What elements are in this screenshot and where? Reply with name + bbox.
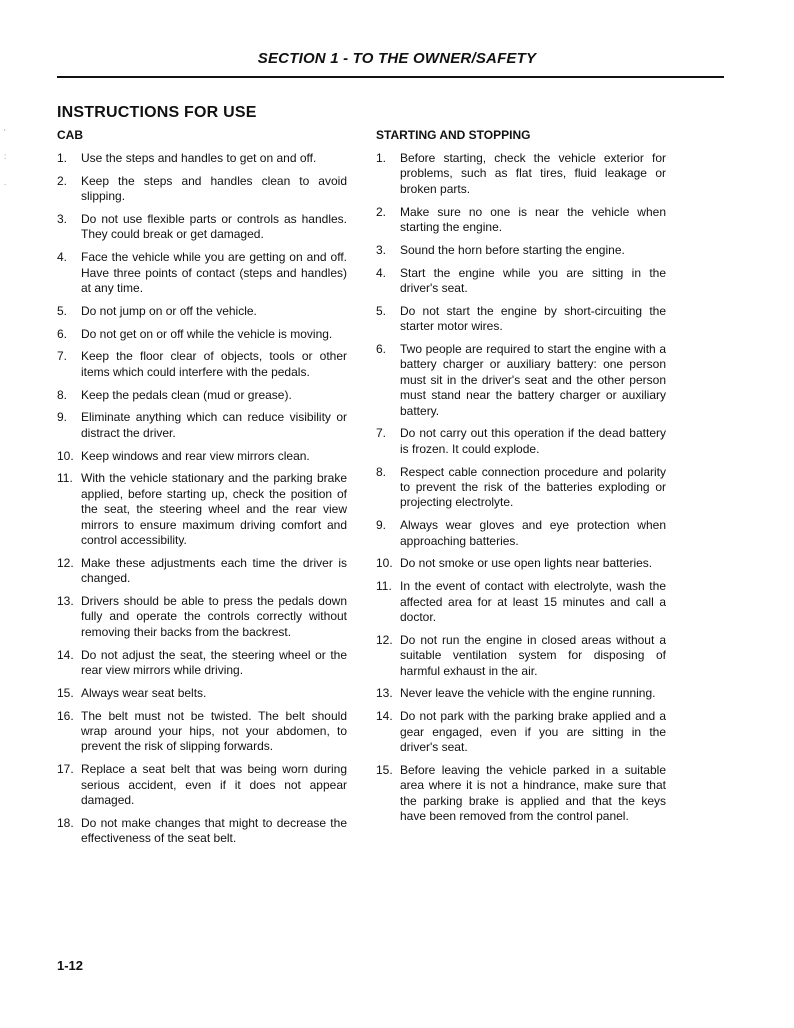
cab-item-text: Do not get on or off while the vehicle is moving. <box>81 326 333 341</box>
starting-stopping-heading: STARTING AND STOPPING <box>376 128 531 142</box>
starting-item-number: 9. <box>376 518 387 533</box>
cab-item-number: 3. <box>57 212 68 226</box>
page-number: 1-12 <box>57 958 84 973</box>
starting-item <box>376 556 666 571</box>
cab-item-text: Use the steps and handles to get on and off. <box>81 151 317 165</box>
starting-item-number: 11. <box>376 579 392 594</box>
cab-item-number: 14. <box>57 647 74 662</box>
starting-item <box>376 304 666 335</box>
cab-item-number: 11. <box>57 471 73 486</box>
cab-item <box>57 151 347 166</box>
cab-item <box>57 816 347 847</box>
starting-stopping-column <box>376 128 666 832</box>
cab-column <box>57 128 347 854</box>
cab-item <box>57 471 347 548</box>
starting-item <box>376 243 666 258</box>
starting-item-number: 4. <box>376 265 387 280</box>
starting-item <box>376 709 666 755</box>
cab-item <box>57 594 347 640</box>
cab-item-number: 17. <box>57 762 74 777</box>
cab-item-number: 18. <box>57 815 74 830</box>
cab-item <box>57 327 347 342</box>
cab-item-number: 6. <box>57 326 68 341</box>
cab-item-text: The belt must not be twisted. The belt should wrap around your hips, not your abdomen, to prevent the risk of slipping forwards. <box>81 708 347 754</box>
cab-item-number: 2. <box>57 173 68 188</box>
cab-item <box>57 349 347 380</box>
starting-item-number: 12. <box>376 632 393 647</box>
starting-item-number: 7. <box>376 426 387 441</box>
starting-item-number: 10. <box>376 556 393 571</box>
starting-item <box>376 518 666 549</box>
cab-item-number: 5. <box>57 303 68 318</box>
starting-item-text: Before starting, check the vehicle exterior for problems, such as flat tires, fluid leakage or broken parts. <box>400 151 666 196</box>
starting-item-number: 5. <box>376 303 387 318</box>
cab-item-text: Do not adjust the seat, the steering wheel or the rear view mirrors while driving. <box>81 647 347 678</box>
starting-item-number: 13. <box>376 686 393 701</box>
starting-item <box>376 763 666 825</box>
starting-item-text: Before leaving the vehicle parked in a suitable area where it is not a hindrance, make sure that the parking brake is applied and that the keys have been removed from the control panel. <box>400 762 666 824</box>
starting-item-number: 8. <box>376 464 387 479</box>
cab-item <box>57 449 347 464</box>
starting-item-text: Do not smoke or use open lights near batteries. <box>400 556 653 571</box>
margin-mark: . <box>4 178 7 187</box>
cab-item-text: Make these adjustments each time the driver is changed. <box>81 555 347 586</box>
cab-item-text: Eliminate anything which can reduce visibility or distract the driver. <box>81 410 347 440</box>
cab-item-text: Face the vehicle while you are getting on and off. Have three points of contact (steps and handles) at any time. <box>81 250 347 296</box>
cab-item <box>57 709 347 755</box>
cab-item <box>57 250 347 296</box>
starting-item-number: 2. <box>376 204 387 219</box>
cab-item-number: 10. <box>57 448 74 463</box>
starting-item <box>376 686 666 701</box>
cab-item-text: Drivers should be able to press the pedals down fully and operate the controls correctly without removing their backs from the backrest. <box>81 594 347 639</box>
cab-item <box>57 388 347 403</box>
cab-item-text: Do not jump on or off the vehicle. <box>81 303 257 318</box>
cab-item-text: Keep windows and rear view mirrors clean. <box>81 448 310 463</box>
starting-item <box>376 633 666 679</box>
cab-item <box>57 648 347 679</box>
cab-item-text: Keep the floor clear of objects, tools or other items which could interfere with the pedals. <box>81 349 347 379</box>
section-header-title: SECTION 1 - TO THE OWNER/SAFETY <box>257 50 537 67</box>
cab-item <box>57 556 347 587</box>
cab-item <box>57 304 347 319</box>
cab-item-number: 8. <box>57 387 68 402</box>
starting-item <box>376 266 666 297</box>
cab-item <box>57 212 347 243</box>
starting-item <box>376 426 666 457</box>
cab-item-number: 13. <box>57 594 74 609</box>
cab-item-number: 15. <box>57 685 74 700</box>
cab-item <box>57 686 347 701</box>
cab-item-number: 4. <box>57 250 68 265</box>
cab-item-text: Always wear seat belts. <box>81 685 207 700</box>
starting-item-number: 15. <box>376 762 393 777</box>
starting-stopping-instructions-list <box>376 151 666 825</box>
starting-item-text: Start the engine while you are sitting in the driver's seat. <box>400 265 666 296</box>
starting-item <box>376 465 666 511</box>
page-main-heading: INSTRUCTIONS FOR USE <box>57 104 257 121</box>
starting-item <box>376 151 666 197</box>
cab-item-number: 9. <box>57 410 68 425</box>
starting-item-text: Make sure no one is near the vehicle when starting the engine. <box>400 204 666 235</box>
starting-item <box>376 342 666 419</box>
cab-item-text: Keep the pedals clean (mud or grease). <box>81 387 292 402</box>
cab-item-number: 1. <box>57 151 68 165</box>
starting-item-number: 3. <box>376 242 387 257</box>
starting-item-number: 14. <box>376 709 393 724</box>
cab-item <box>57 410 347 441</box>
cab-instructions-list <box>57 151 347 847</box>
starting-item-text: Two people are required to start the engine with a battery charger or auxiliary battery: one person must sit in the driver's seat and the other person must stand near the battery charger or auxiliary battery. <box>400 342 666 418</box>
starting-item <box>376 205 666 236</box>
cab-item-text: With the vehicle stationary and the parking brake applied, before starting up, check the position of the seat, the steering wheel and the rear view mirrors to ensure maximum driving comfort and control accessibility. <box>81 471 347 548</box>
starting-item-number: 1. <box>376 151 387 165</box>
starting-item-text: In the event of contact with electrolyte, wash the affected area for at least 15 minutes and call a doctor. <box>400 579 666 625</box>
starting-item-text: Do not start the engine by short-circuiting the starter motor wires. <box>400 303 666 334</box>
cab-item <box>57 174 347 205</box>
starting-item <box>376 579 666 625</box>
header-divider <box>57 76 724 78</box>
starting-item-text: Do not run the engine in closed areas without a suitable ventilation system for disposing of harmful exhaust in the air. <box>400 632 666 678</box>
starting-item-text: Never leave the vehicle with the engine running. <box>400 686 656 701</box>
cab-item-text: Replace a seat belt that was being worn during serious accident, even if it does not appear damaged. <box>81 762 347 808</box>
starting-item-text: Do not park with the parking brake applied and a gear engaged, even if you are sitting in the driver's seat. <box>400 709 666 755</box>
starting-item-text: Respect cable connection procedure and polarity to prevent the risk of the batteries exploding or projecting electrolyte. <box>400 464 666 510</box>
margin-mark: : <box>4 152 7 161</box>
starting-item-text: Sound the horn before starting the engine. <box>400 242 625 257</box>
cab-item-text: Do not make changes that might to decrease the effectiveness of the seat belt. <box>81 815 347 846</box>
cab-item-text: Keep the steps and handles clean to avoid slipping. <box>81 173 347 204</box>
cab-item <box>57 762 347 808</box>
cab-item-text: Do not use flexible parts or controls as handles. They could break or get damaged. <box>81 212 347 242</box>
starting-item-text: Do not carry out this operation if the dead battery is frozen. It could explode. <box>400 426 666 456</box>
cab-item-number: 16. <box>57 708 74 723</box>
cab-item-number: 7. <box>57 349 68 364</box>
cab-heading: CAB <box>57 128 83 142</box>
margin-mark: ' <box>4 128 6 137</box>
starting-item-text: Always wear gloves and eye protection when approaching batteries. <box>400 518 666 548</box>
cab-item-number: 12. <box>57 555 74 570</box>
starting-item-number: 6. <box>376 342 387 357</box>
